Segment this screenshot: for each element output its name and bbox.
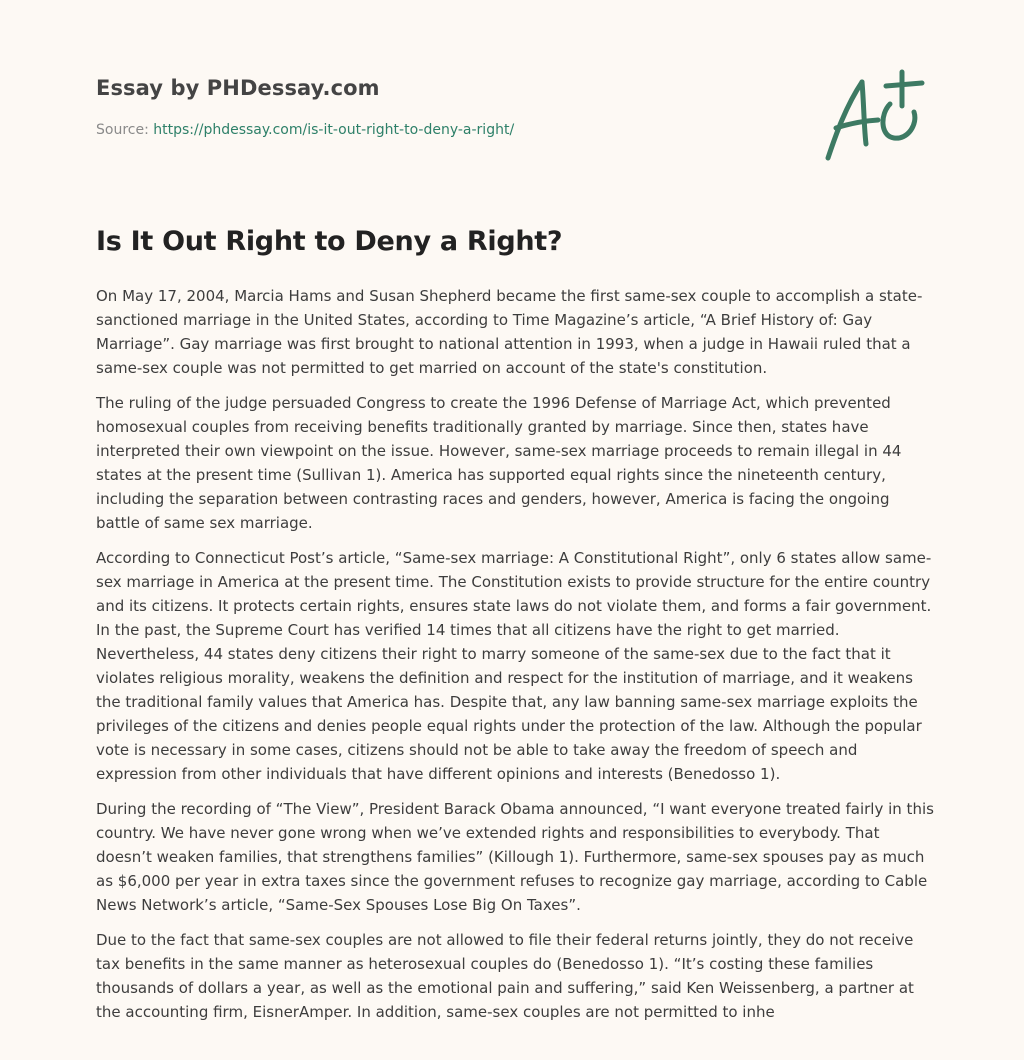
source-label: Source:	[96, 122, 149, 138]
source-line	[96, 122, 796, 138]
essay-paragraph: On May 17, 2004, Marcia Hams and Susan Shepherd became the first same-sex couple to accomplish a state-sanctioned marriage in the United States, according to Time Magazine’s article, “A Brief History of: Gay Marriage”. Gay marriage was first brought to national attention in 1993, when a judge in Hawaii ruled that a same-sex couple was not permitted to get married on account of the state's constitution.	[96, 287, 923, 377]
essay-paragraph: During the recording of “The View”, President Barack Obama announced, “I want everyone treated fairly in this country. We have never gone wrong when we’ve extended rights and responsibilities to everybody. That doesn’t weaken families, that strengthens families” (Killough 1). Furthermore, same-sex spouses pay as much as $6,000 per year in extra taxes since the government refuses to recognize gay marriage, according to Cable News Network’s article, “Same-Sex Spouses Lose Big On Taxes”.	[96, 800, 934, 914]
essay-paragraph: Due to the fact that same-sex couples are not allowed to file their federal returns jointly, they do not receive tax benefits in the same manner as heterosexual couples do (Benedosso 1). “It’s costing these families thousands of dollars a year, as well as the emotional pain and suffering,” said Ken Weissenberg, a partner at the accounting firm, EisnerAmper. In addition, same-sex couples are not permitted to inhe	[96, 931, 914, 1021]
essay-title: Is It Out Right to Deny a Right?	[96, 226, 563, 257]
site-title: Essay by PHDessay.com	[96, 76, 380, 100]
essay-paragraph: The ruling of the judge persuaded Congress to create the 1996 Defense of Marriage Act, which prevented homosexual couples from receiving benefits traditionally granted by marriage. Since then, states have interpreted their own viewpoint on the issue. However, same-sex marriage proceeds to remain illegal in 44 states at the present time (Sullivan 1). America has supported equal rights since the nineteenth century, including the separation between contrasting races and genders, however, America is facing the ongoing battle of same sex marriage.	[96, 394, 902, 532]
header	[96, 76, 796, 138]
a-plus-logo-icon	[818, 66, 930, 166]
essay-body	[96, 284, 938, 1035]
essay-paragraph: According to Connecticut Post’s article, “Same-sex marriage: A Constitutional Right”, only 6 states allow same-sex marriage in America at the present time. The Constitution exists to provide structure for the entire country and its citizens. It protects certain rights, ensures state laws do not violate them, and forms a fair government. In the past, the Supreme Court has verified 14 times that all citizens have the right to get married. Nevertheless, 44 states deny citizens their right to marry someone of the same-sex due to the fact that it violates religious morality, weakens the definition and respect for the institution of marriage, and it weakens the traditional family values that America has. Despite that, any law banning same-sex marriage exploits the privileges of the citizens and denies people equal rights under the protection of the law. Although the popular vote is necessary in some cases, citizens should not be able to take away the freedom of speech and expression from other individuals that have different opinions and interests (Benedosso 1).	[96, 549, 932, 783]
source-link[interactable]: https://phdessay.com/is-it-out-right-to-deny-a-right/	[153, 122, 515, 138]
